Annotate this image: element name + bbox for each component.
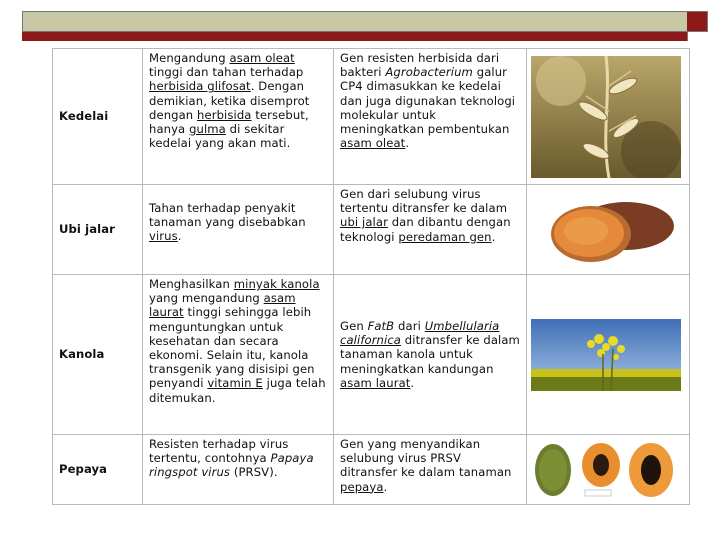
text-segment: Papaya ringspot virus xyxy=(149,451,314,480)
text-segment: galur CP4 dimasukkan ke kedelai dan juga digunakan teknologi molekular untuk meningkatkan pembentukan xyxy=(340,65,516,137)
text-segment: Tahan terhadap penyakit tanaman yang disebabkan xyxy=(149,201,306,230)
crop-name: Pepaya xyxy=(53,435,143,505)
text-segment: Umbellularia californica xyxy=(340,318,500,348)
text-segment: herbisida glifosat xyxy=(149,79,251,94)
text-segment: (PRSV). xyxy=(230,465,278,480)
text-segment: tinggi sehingga lebih menguntungkan untuk kesehatan dan secara ekonomi. Selain itu, kanola transgenik yang disisipi gen penyandi xyxy=(149,305,315,391)
text-segment: asam laurat xyxy=(149,291,296,320)
text-segment: yang mengandung xyxy=(149,291,264,306)
text-segment: FatB xyxy=(367,318,395,333)
text-segment: dan dibantu dengan teknologi xyxy=(340,215,511,244)
papaya-fruits-photo-icon xyxy=(531,440,681,500)
soybean-photo xyxy=(527,49,690,185)
text-segment: Menghasilkan xyxy=(149,277,234,291)
table-row xyxy=(53,275,690,435)
text-segment: gulma xyxy=(189,122,226,137)
text-segment: vitamin E xyxy=(207,376,263,391)
text-segment: juga telah ditemukan. xyxy=(149,376,326,405)
method-cell xyxy=(334,275,527,435)
text-segment: virus xyxy=(149,229,178,244)
text-segment: . Dengan demikian, ketika disemprot dengan xyxy=(149,79,310,122)
text-segment: asam laurat xyxy=(340,375,411,390)
crop-name: Kedelai xyxy=(53,49,143,185)
text-segment: . xyxy=(383,479,388,494)
text-segment: herbisida xyxy=(197,107,252,122)
text-segment: peredaman gen xyxy=(398,229,492,244)
canola-photo xyxy=(527,275,690,435)
table-row xyxy=(53,435,690,505)
table-row xyxy=(53,49,690,185)
text-segment: di sekitar kedelai yang akan mati. xyxy=(149,122,291,151)
header-accent-square xyxy=(687,12,707,31)
header-rule xyxy=(22,32,708,41)
text-segment: pepaya xyxy=(340,479,384,494)
method-cell xyxy=(334,435,527,505)
method-cell xyxy=(334,185,527,275)
slide-header-bar xyxy=(22,11,708,32)
soybean-plant-photo-icon xyxy=(531,56,681,178)
text-segment: asam oleat xyxy=(340,136,406,151)
canola-field-photo-icon xyxy=(531,319,681,391)
text-segment: . xyxy=(177,229,182,244)
text-segment: . xyxy=(410,375,415,390)
trait-cell xyxy=(143,49,334,185)
papaya-photo xyxy=(527,435,690,505)
text-segment: asam oleat xyxy=(229,51,295,65)
gmo-table xyxy=(52,48,690,505)
crop-name: Kanola xyxy=(53,275,143,435)
text-segment: Resisten terhadap virus tertentu, contohnya xyxy=(149,437,289,466)
text-segment: minyak kanola xyxy=(233,277,320,291)
crop-name: Ubi jalar xyxy=(53,185,143,275)
text-segment: ubi jalar xyxy=(340,215,388,230)
text-segment: Mengandung xyxy=(149,51,230,65)
text-segment: Agrobacterium xyxy=(385,65,473,80)
text-segment: ditransfer ke dalam tanaman kanola untuk meningkatkan kandungan xyxy=(340,333,520,376)
text-segment: . xyxy=(491,229,496,244)
table-row xyxy=(53,185,690,275)
text-segment: tersebut, hanya xyxy=(149,107,309,137)
text-segment: tinggi dan tahan terhadap xyxy=(149,65,304,80)
trait-cell xyxy=(143,185,334,275)
text-segment: Gen dari selubung virus tertentu ditransfer ke dalam xyxy=(340,187,508,216)
trait-cell xyxy=(143,435,334,505)
method-cell xyxy=(334,49,527,185)
text-segment: Gen xyxy=(340,318,368,333)
text-segment: dari xyxy=(394,318,425,333)
text-segment: Gen yang menyandikan selubung virus PRSV ditransfer ke dalam tanaman xyxy=(340,437,512,480)
sweet-potato-photo xyxy=(527,185,690,275)
sweet-potato-photo-icon xyxy=(531,190,681,270)
text-segment: . xyxy=(405,136,410,151)
text-segment: Gen resisten herbisida dari bakteri xyxy=(340,51,500,80)
trait-cell xyxy=(143,275,334,435)
